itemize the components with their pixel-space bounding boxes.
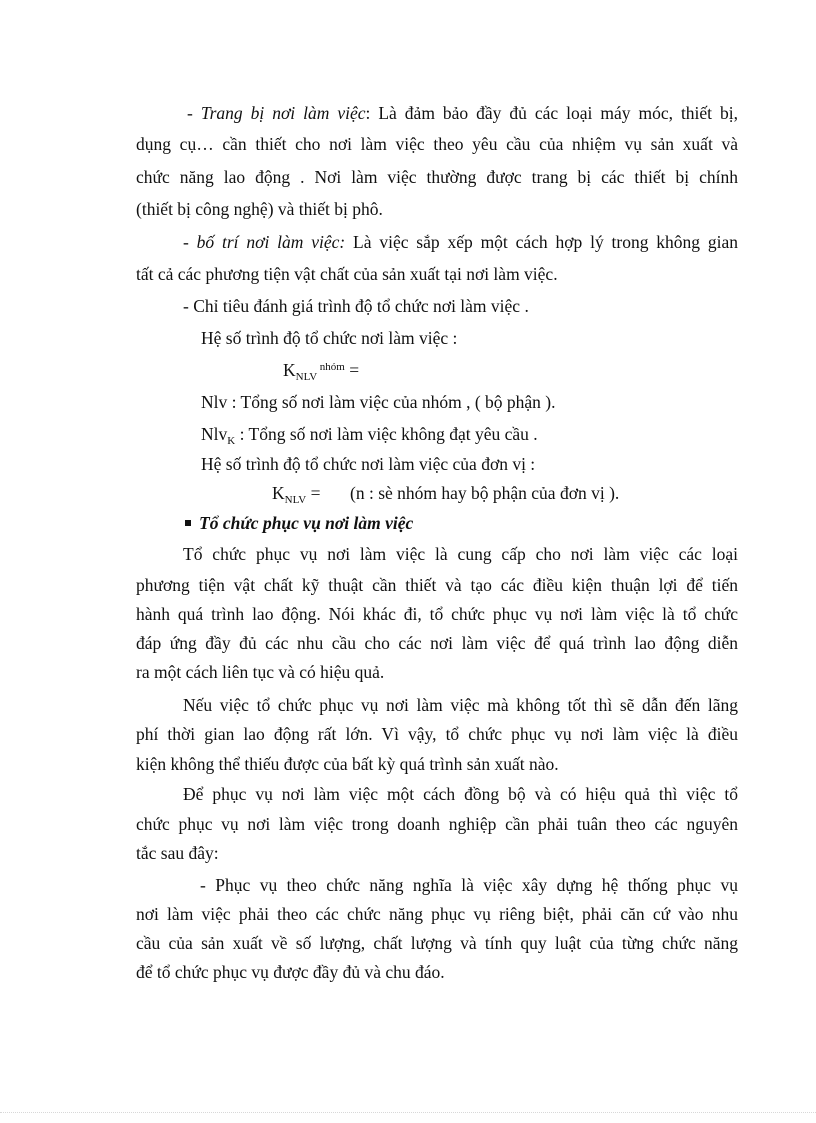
p4-line-5: ra một cách liên tục và có hiệu quả. <box>136 662 385 682</box>
square-bullet-icon <box>185 520 191 526</box>
p6-line-3: tắc sau đây: <box>136 843 219 863</box>
formula1-nlvk-definition: Nlv$_K$ : Tổng số nơi làm việc không đạt yêu cầu . <box>201 424 538 447</box>
formula2-expression: $K_{NLV}$ = <box>272 483 321 506</box>
p1-line-2: dụng cụ… cần thiết cho nơi làm việc theo yêu cầu của nhiệm vụ sản xuất và <box>136 134 738 154</box>
p1-line-1: - Trang bị nơi làm việc: Là đảm bảo đầy đủ các loại máy móc, thiết bị, <box>187 103 739 123</box>
formula1-nlv-definition: Nlv : Tổng số nơi làm việc của nhóm , ( bộ phận ). <box>201 392 556 412</box>
page-bottom-divider <box>0 1112 816 1113</box>
p1-line-3: chức năng lao động . Nơi làm việc thường được trang bị các thiết bị chính <box>136 167 738 187</box>
formula2-note: (n : sè nhóm hay bộ phận của đơn vị ). <box>350 483 620 503</box>
p5-line-1: Nếu việc tổ chức phục vụ nơi làm việc mà không tốt thì sẽ dẫn đến lãng <box>183 695 738 715</box>
formula1-expression: $K_{NLV}$ $^{nhóm}$ = <box>283 360 360 383</box>
p5-line-2: phí thời gian lao động rất lớn. Vì vậy, tổ chức phục vụ nơi làm việc là điều <box>136 724 738 744</box>
p6-line-1: Để phục vụ nơi làm việc một cách đồng bộ và có hiệu quả thì việc tổ <box>183 784 738 804</box>
p1-line-4: (thiết bị công nghệ) và thiết bị phô. <box>136 199 383 219</box>
p2-line-2: tất cả các phương tiện vật chất của sản xuất tại nơi làm việc. <box>136 264 558 284</box>
p7-line-4: để tổ chức phục vụ được đầy đủ và chu đáo. <box>136 962 445 982</box>
p4-line-1: Tổ chức phục vụ nơi làm việc là cung cấp cho nơi làm việc các loại <box>183 544 738 564</box>
p4-line-3: hành quá trình lao động. Nói khác đi, tổ chức phục vụ nơi làm việc là tổ chức <box>136 604 738 624</box>
p5-line-3: kiện không thể thiếu được của bất kỳ quá trình sản xuất nào. <box>136 754 559 774</box>
p7-line-3: cầu của sản xuất về số lượng, chất lượng và tính quy luật của từng chức năng <box>136 933 738 953</box>
formula1-intro: Hệ số trình độ tổ chức nơi làm việc : <box>201 328 458 348</box>
p3-line-1: - Chỉ tiêu đánh giá trình độ tổ chức nơi làm việc . <box>183 296 529 316</box>
p7-line-1: - Phục vụ theo chức năng nghĩa là việc xây dựng hệ thống phục vụ <box>200 875 738 895</box>
p7-line-2: nơi làm việc phải theo các chức năng phục vụ riêng biệt, phải căn cứ vào nhu <box>136 904 738 924</box>
formula2-intro: Hệ số trình độ tổ chức nơi làm việc của đơn vị : <box>201 454 536 474</box>
p1-label: Trang bị nơi làm việc <box>200 103 366 123</box>
p6-line-2: chức phục vụ nơi làm việc trong doanh nghiệp cần phải tuân theo các nguyên <box>136 814 738 834</box>
section-heading: Tổ chức phục vụ nơi làm việc <box>185 512 413 534</box>
p2-label: bố trí nơi làm việc: <box>196 232 346 252</box>
p2-line-1: - bố trí nơi làm việc: Là việc sắp xếp một cách hợp lý trong không gian <box>183 232 738 252</box>
p4-line-4: đáp ứng đầy đủ các nhu cầu cho các nơi làm việc để quá trình lao động diễn <box>136 633 738 653</box>
p4-line-2: phương tiện vật chất kỹ thuật cần thiết và tạo các điều kiện thuận lợi để tiến <box>136 575 738 595</box>
